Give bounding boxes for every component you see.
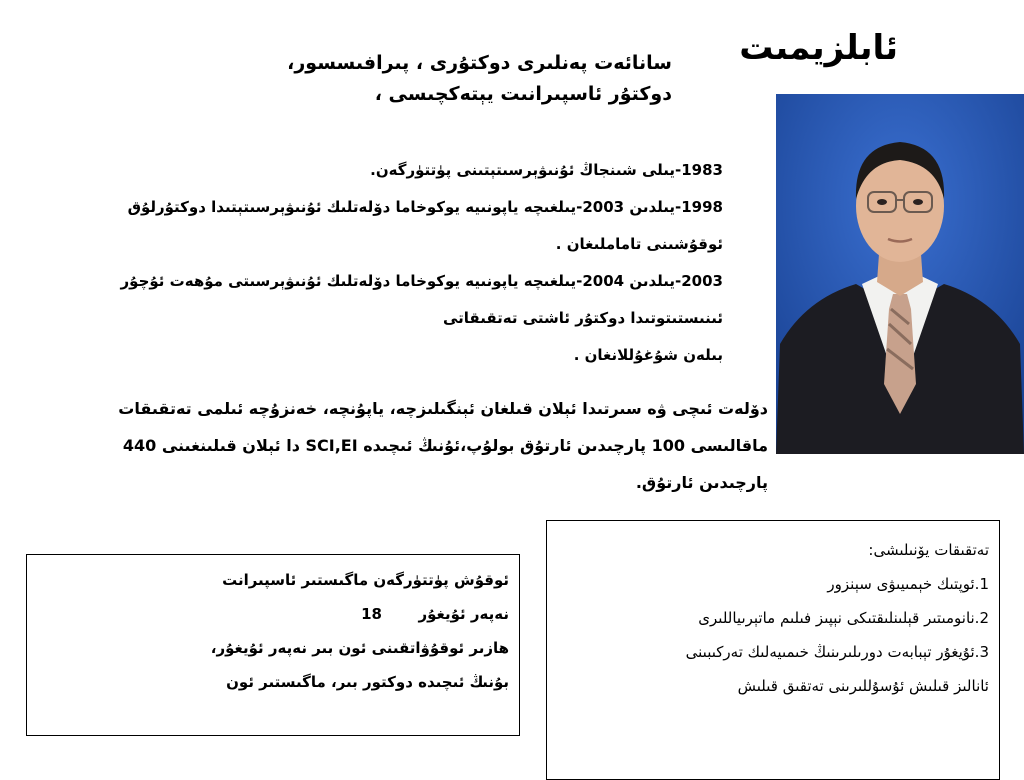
title-line: سانائەت پەنلىرى دوكتۇرى ، پىرافىسسور،	[287, 52, 672, 74]
publications-line: پارچىدىن ئارتۇق.	[635, 473, 768, 492]
title-line: دوكتۇر ئاسپىرانىت يېتەكچىسى ،	[374, 83, 672, 105]
bio-line: بىلەن شۇغۇللانغان .	[573, 346, 723, 364]
students-line: نەپەر ئۇيغۇر 18	[361, 605, 509, 623]
publications-line: ماقالىسى 100 پارچىدىن ئارتۇق بولۇپ،ئۇنىڭ ئىچىدە SCI,EI دا ئېلان قىلىنغىنى 440	[122, 436, 768, 455]
students-line: بۇنىڭ ئىچىدە دوكتور بىر، ماگىستىر ئون	[226, 673, 509, 691]
academic-titles	[240, 48, 672, 110]
bio-line: 1983-يىلى شىنجاڭ ئۇنىۋېرسىتېتىنى پۈتتۈرگەن.	[370, 161, 723, 179]
bio-line: 2003-يىلدىن 2004-يىلغىچە ياپونىيە يوكوخاما دۆلەتلىك ئۇنىۋېرسىتى مۇھەت ئۇچۇر	[120, 272, 723, 290]
research-box	[546, 520, 1000, 780]
students-text	[39, 563, 509, 699]
publications-summary	[60, 390, 768, 501]
bio-line: ئىنىستىتوتىدا دوكتۇر ئاشتى تەتقىقاتى	[442, 309, 723, 327]
biography	[60, 152, 723, 374]
research-item: 2.نانومىتىر قېلىنلىقتىكى نېپىز فىلىم ماتېرىياللىرى	[698, 609, 989, 627]
publications-line: دۆلەت ئىچى ۋە سىرتىدا ئېلان قىلغان ئېنگىلىزچە، ياپۇنچە، خەنزۇچە ئىلمى تەتقىقات	[118, 399, 768, 418]
students-line: ھازىر ئوقۇۋاتقىنى ئون بىر نەپەر ئۇيغۇر،	[210, 639, 509, 657]
portrait-photo	[776, 94, 1024, 454]
students-box	[26, 554, 520, 736]
research-heading: تەتقىقات يۆنىلىشى:	[868, 541, 989, 559]
bio-line: 1998-يىلدىن 2003-يىلغىچە ياپونىيە يوكوخاما دۆلەتلىك ئۇنىۋېرسىتېتىدا دوكتۇرلۇق	[127, 198, 723, 216]
research-item: 3.ئۇيغۇر تېبابەت دورىلىرىنىڭ خىمىيەلىك تەركىبىنى	[685, 643, 989, 661]
person-name: ئابلزيمىت	[739, 28, 898, 68]
research-item: 1.ئوپتىك خېمىيىۋى سېنزور	[827, 575, 989, 593]
research-text	[559, 533, 989, 703]
research-item: ئانالىز قىلىش ئۇسۇللىرىنى تەتقىق قىلىش	[737, 677, 989, 695]
bio-line: ئوقۇشىنى تاماملىغان .	[555, 235, 723, 253]
students-line: ئوقۇش پۈتتۈرگەن ماگىستىر ئاسپىرانت	[222, 571, 509, 589]
